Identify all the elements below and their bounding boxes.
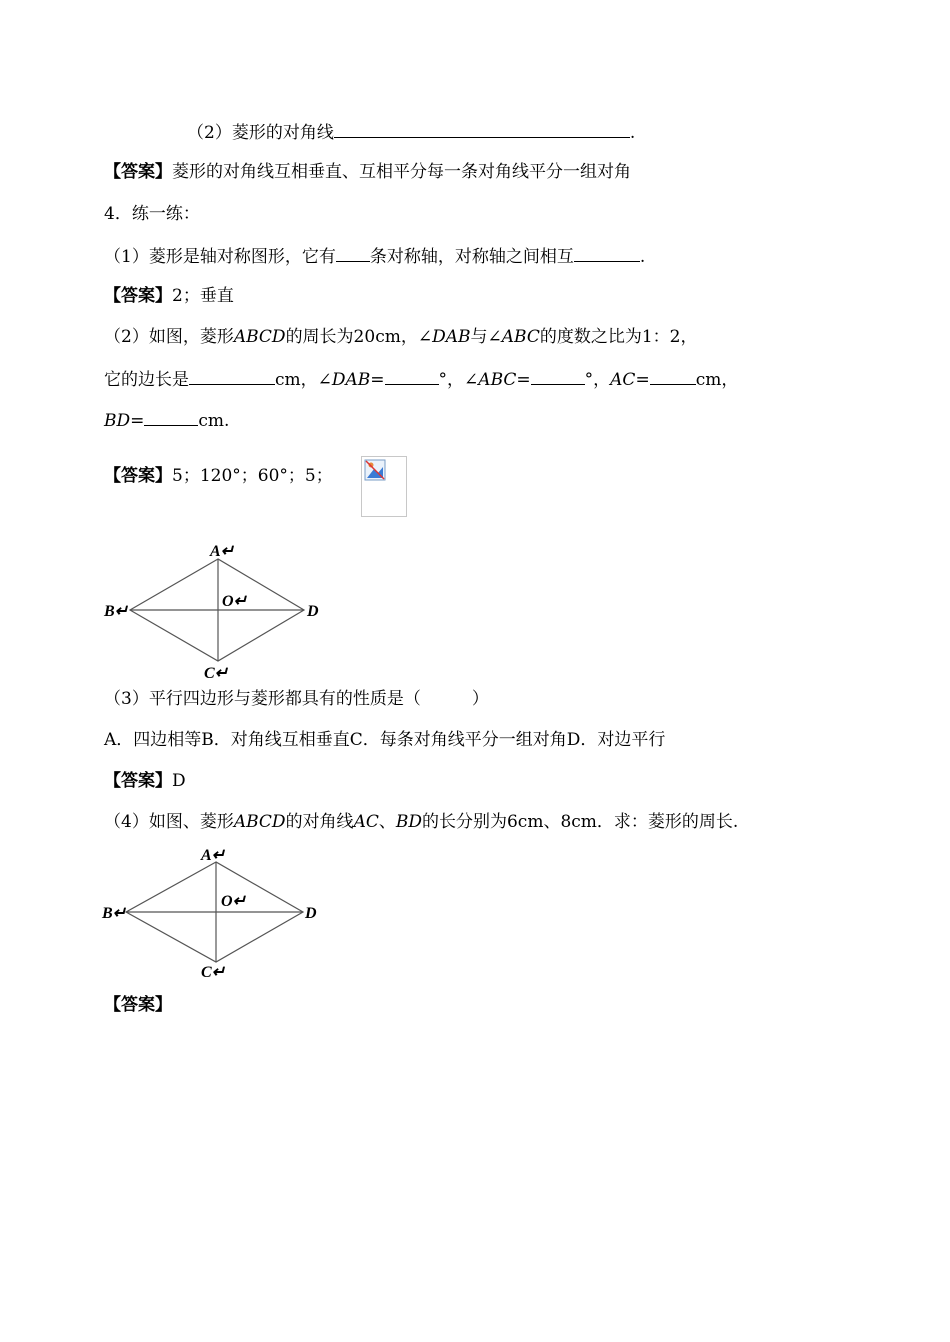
vertex-label-d: D	[305, 905, 317, 922]
answer-line-5: 【答案】	[104, 995, 172, 1015]
question-4: （4）如图、菱形ABCD的对角线AC、BD的长分别为6cm、8cm．求：菱形的周长.	[104, 812, 739, 832]
vertex-label-b: B↵	[102, 905, 127, 922]
answer-blank	[574, 245, 640, 262]
answer-blank	[385, 368, 439, 385]
broken-image-icon	[361, 456, 407, 517]
answer-line-2: 【答案】2；垂直	[104, 286, 234, 306]
image-placeholder-icon	[364, 459, 386, 481]
question-2-line-2: 它的边长是 cm，∠DAB= °，∠ABC= °，AC= cm，	[104, 370, 739, 390]
question-2-line-3: BD= cm.	[104, 411, 230, 431]
question-1: （1）菱形是轴对称图形，它有 条对称轴，对称轴之间相互 .	[104, 247, 646, 267]
vertex-label-d: D	[307, 603, 319, 620]
answer-blank	[531, 368, 585, 385]
answer-blank	[334, 121, 630, 138]
question-2-line-1: （2）如图，菱形ABCD的周长为20cm，∠DAB与∠ABC的度数之比为1：2，	[104, 327, 698, 347]
rhombus-figure-1	[100, 540, 340, 685]
vertex-label-c: C↵	[201, 964, 226, 981]
vertex-label-b: B↵	[104, 603, 129, 620]
answer-line-1: 【答案】菱形的对角线互相垂直、互相平分每一条对角线平分一组对角	[104, 162, 631, 182]
rhombus-lines	[126, 862, 303, 962]
answer-blank	[650, 368, 696, 385]
question-diagonal: （2）菱形的对角线 .	[187, 123, 636, 143]
question-3: （3）平行四边形与菱形都具有的性质是（ ）	[104, 689, 489, 709]
center-label-o: O↵	[222, 593, 247, 610]
section-title-practice: 4．练一练：	[104, 204, 200, 224]
rhombus-figure-2	[100, 843, 340, 983]
answer-blank	[336, 245, 370, 262]
answer-blank	[189, 368, 275, 385]
question-3-options: A．四边相等B．对角线互相垂直C．每条对角线平分一组对角D．对边平行	[104, 730, 666, 750]
vertex-label-c: C↵	[204, 665, 229, 682]
vertex-label-a: A↵	[210, 543, 235, 560]
answer-line-4: 【答案】D	[104, 771, 186, 791]
answer-line-3: 【答案】5；120°；60°；5；	[104, 466, 333, 486]
answer-blank	[144, 409, 198, 426]
rhombus-lines	[130, 559, 304, 661]
vertex-label-a: A↵	[201, 847, 226, 864]
center-label-o: O↵	[221, 893, 246, 910]
